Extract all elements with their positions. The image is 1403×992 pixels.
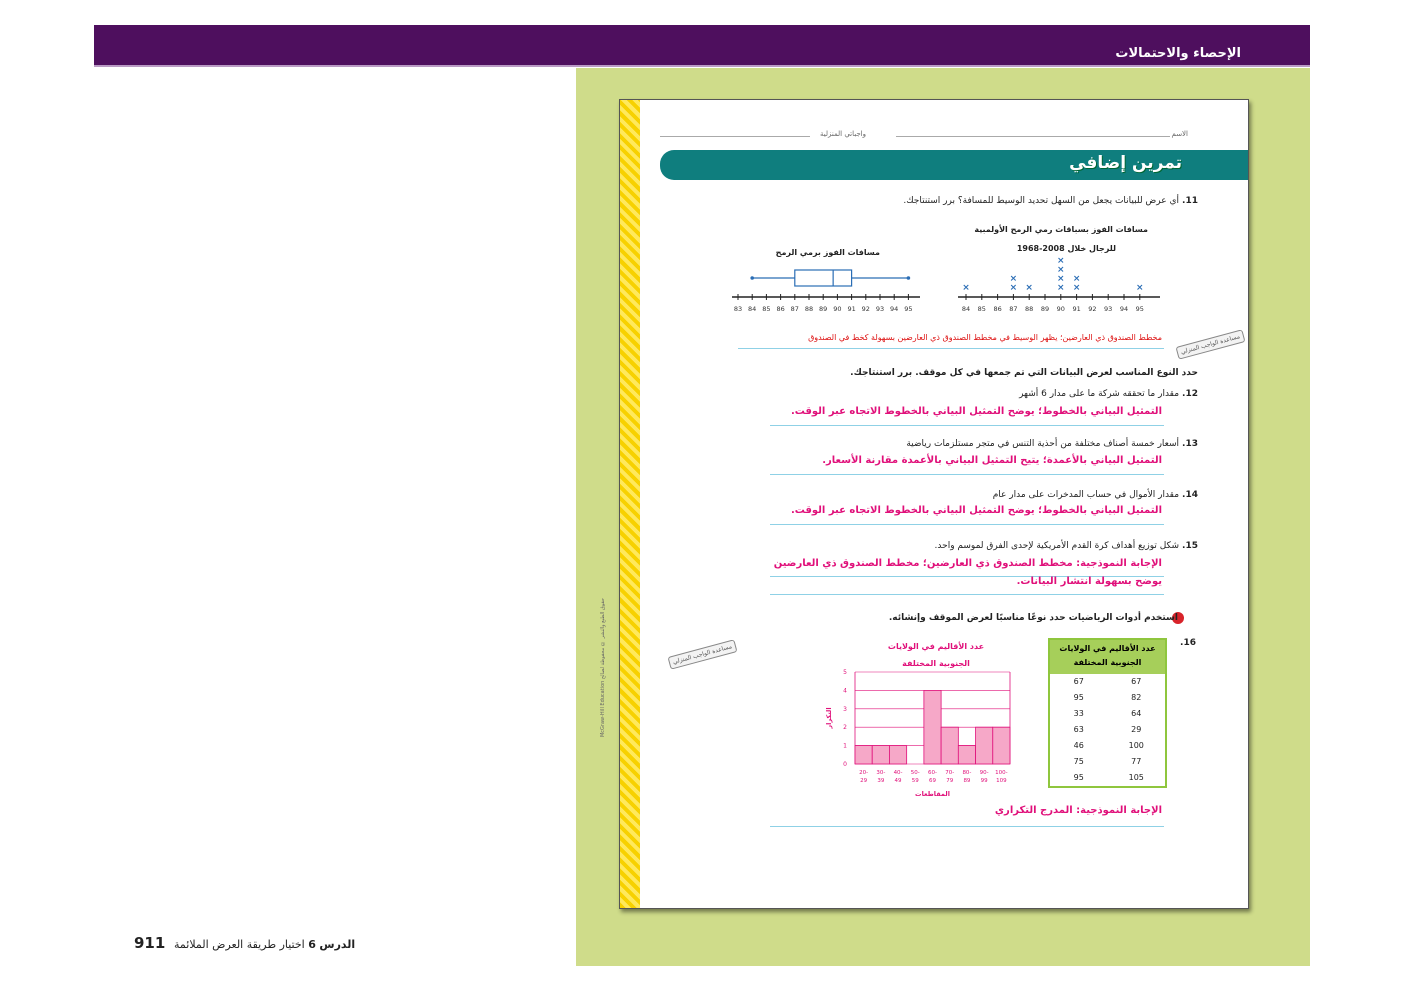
lineplot-x-mark: × bbox=[1057, 283, 1065, 293]
boxplot-box bbox=[795, 270, 852, 286]
lineplot-subtitle: للرجال خلال 2008-1968 bbox=[1016, 244, 1116, 253]
lineplot-x-mark: × bbox=[962, 283, 970, 293]
lineplot-x-mark: × bbox=[1057, 274, 1065, 284]
histogram-x-tick-bottom: 99 bbox=[980, 778, 988, 784]
histogram-bar bbox=[855, 746, 872, 764]
lineplot-x-mark: × bbox=[1136, 283, 1144, 293]
lineplot-tick-label: 89 bbox=[1040, 305, 1050, 313]
lineplot-x-mark: × bbox=[1072, 283, 1081, 293]
table-cell: 105 bbox=[1128, 773, 1144, 782]
boxplot-min bbox=[750, 276, 754, 280]
table-cell: 67 bbox=[1073, 677, 1084, 686]
page-number: 911 bbox=[134, 934, 166, 952]
copyright-credit: McGraw-Hill Education حقوق الطبع والنشر © محفوظة لصالح bbox=[600, 598, 606, 738]
histogram-x-tick-bottom: 69 bbox=[929, 778, 936, 784]
homework-help-icon-2[interactable]: مساعدة الواجب المنزلي bbox=[667, 639, 737, 669]
lineplot-title: مسافات الفوز بسباقات رمي الرمح الأولمبية bbox=[974, 225, 1148, 234]
histogram-x-tick-bottom: 39 bbox=[877, 778, 885, 784]
table-cell: 95 bbox=[1073, 693, 1084, 702]
histogram-x-tick-bottom: 59 bbox=[911, 778, 919, 784]
lineplot-x-mark: × bbox=[1025, 283, 1033, 293]
histogram-x-tick-bottom: 49 bbox=[894, 778, 902, 784]
lineplot-x-mark: × bbox=[1009, 283, 1018, 293]
worksheet bbox=[619, 99, 1249, 909]
histogram-x-tick-top: 100- bbox=[995, 770, 1008, 776]
chapter-title: الإحصاء والاحتمالات bbox=[1115, 46, 1241, 61]
boxplot-tick-label: 93 bbox=[875, 305, 885, 313]
table-row bbox=[1050, 690, 1165, 706]
answer-rule bbox=[770, 425, 1164, 426]
histogram-x-tick-bottom: 109 bbox=[996, 778, 1007, 784]
table-row bbox=[1050, 722, 1165, 738]
table-cell: 64 bbox=[1131, 709, 1142, 718]
counties-table bbox=[1048, 638, 1167, 788]
q13-answer: التمثيل البياني بالأعمدة؛ يتيح التمثيل البياني بالأعمدة مقارنة الأسعار. bbox=[822, 455, 1162, 466]
boxplot bbox=[732, 270, 920, 313]
histogram-bar bbox=[924, 690, 941, 764]
histogram-y-tick: 5 bbox=[843, 669, 847, 676]
question-12: 12.مقدار ما تحققه شركة ما على مدار 6 أشهر bbox=[1019, 389, 1198, 399]
boxplot-max bbox=[907, 276, 911, 280]
histogram-y-tick: 2 bbox=[843, 724, 847, 732]
boxplot-title: مسافات الفوز برمي الرمح bbox=[775, 248, 880, 257]
answer-rule bbox=[738, 348, 1164, 349]
boxplot-tick-label: 83 bbox=[733, 305, 743, 313]
table-cell: 63 bbox=[1073, 725, 1084, 734]
histogram-x-tick-top: 40- bbox=[893, 770, 903, 776]
histogram-x-tick-top: 20- bbox=[859, 770, 869, 776]
boxplot-tick-label: 94 bbox=[890, 305, 899, 313]
lesson-footer: الدرس 6 اختيار طريقة العرض الملائمة bbox=[174, 938, 356, 951]
q11-plots bbox=[730, 250, 1170, 320]
boxplot-tick-label: 88 bbox=[804, 305, 814, 313]
histogram-title: عدد الأقاليم في الولايات الجنوبية المختلفة bbox=[887, 642, 985, 668]
histogram-y-tick: 1 bbox=[843, 742, 847, 750]
lineplot-tick-label: 93 bbox=[1104, 305, 1113, 313]
boxplot-tick-label: 89 bbox=[819, 305, 828, 313]
question-14: 14.مقدار الأموال في حساب المدخرات على مدار عام bbox=[992, 490, 1198, 500]
histogram-x-tick-bottom: 79 bbox=[946, 778, 954, 784]
table-cell: 33 bbox=[1073, 709, 1084, 718]
table-row bbox=[1050, 754, 1165, 770]
instruction: حدد النوع المناسب لعرض البيانات التي تم جمعها في كل موقف. برر استنتاجك. bbox=[850, 368, 1198, 378]
boxplot-tick-label: 91 bbox=[847, 305, 856, 313]
q14-answer: التمثيل البياني بالخطوط؛ يوضح التمثيل البياني بالخطوط الاتجاه عبر الوقت. bbox=[790, 505, 1162, 516]
histogram-x-label: المقاطعات bbox=[915, 790, 950, 798]
boxplot-tick-label: 87 bbox=[790, 305, 799, 313]
boxplot-tick-label: 90 bbox=[833, 305, 842, 313]
name-line bbox=[896, 136, 1170, 137]
histogram-x-tick-top: 70- bbox=[945, 770, 955, 776]
table-row bbox=[1050, 674, 1165, 690]
histogram-y-label: التكرار bbox=[825, 707, 833, 729]
histogram-bar bbox=[941, 727, 958, 764]
table-cell: 100 bbox=[1128, 741, 1144, 750]
lineplot-x-mark: × bbox=[1009, 274, 1018, 284]
table-cell: 82 bbox=[1131, 693, 1142, 702]
homework-help-icon[interactable]: مساعدة الواجب المنزلي bbox=[1175, 329, 1245, 359]
answer-rule bbox=[770, 524, 1164, 525]
table-cell: 67 bbox=[1131, 677, 1142, 686]
table-row bbox=[1050, 770, 1165, 786]
lineplot-x-mark: × bbox=[1057, 256, 1065, 266]
histogram-plot bbox=[825, 669, 1010, 798]
name-label: الاسم bbox=[1171, 130, 1188, 138]
table-cell: 29 bbox=[1131, 725, 1142, 734]
lineplot-tick-label: 90 bbox=[1056, 305, 1065, 313]
table-row bbox=[1050, 706, 1165, 722]
question-15: 15.شكل توزيع أهداف كرة القدم الأمريكية لإحدى الفرق لموسم واحد. bbox=[934, 541, 1198, 551]
histogram-x-tick-bottom: 29 bbox=[860, 778, 868, 784]
homework-label: واجباتي المنزلية bbox=[820, 130, 867, 138]
table-body bbox=[1050, 674, 1165, 786]
lineplot-tick-label: 94 bbox=[1119, 305, 1129, 313]
histogram bbox=[825, 666, 1025, 806]
histogram-bar bbox=[976, 727, 993, 764]
q12-answer: التمثيل البياني بالخطوط؛ يوضح التمثيل البياني بالخطوط الاتجاه عبر الوقت. bbox=[790, 406, 1162, 417]
lineplot-tick-label: 87 bbox=[1009, 305, 1018, 313]
answer-rule bbox=[770, 826, 1164, 827]
homework-line bbox=[660, 136, 810, 137]
histogram-bar bbox=[958, 746, 975, 764]
table-cell: 77 bbox=[1131, 757, 1142, 766]
boxplot-tick-label: 85 bbox=[762, 305, 771, 313]
lineplot-tick-label: 84 bbox=[961, 305, 971, 313]
banner-title: تمرين إضافي bbox=[1069, 153, 1182, 173]
question-11: 11.أي عرض للبيانات يجعل من السهل تحديد الوسيط للمسافة؟ برر استنتاجك. bbox=[903, 196, 1198, 206]
table-cell: 46 bbox=[1073, 741, 1084, 750]
lineplot-tick-label: 85 bbox=[977, 305, 986, 313]
q11-answer: مخطط الصندوق ذي العارضين؛ يظهر الوسيط في مخطط الصندوق ذي العارضين بسهولة كخط في الصندوق bbox=[808, 333, 1162, 342]
histogram-bar bbox=[872, 746, 889, 764]
table-row bbox=[1050, 738, 1165, 754]
table-title: عدد الأقاليم في الولايات الجنوبية المختلفة bbox=[1050, 640, 1165, 674]
tools-instruction: استخدم أدوات الرياضيات حدد نوعًا مناسبًا لعرض الموقف وإنشائه. bbox=[888, 613, 1178, 623]
answer-rule bbox=[770, 594, 1164, 595]
yellow-stripe bbox=[620, 100, 640, 908]
lineplot-tick-label: 95 bbox=[1135, 305, 1144, 313]
histogram-x-tick-top: 80- bbox=[962, 770, 972, 776]
histogram-x-tick-bottom: 89 bbox=[963, 778, 971, 784]
question-16-number: 16. bbox=[1180, 638, 1196, 648]
histogram-x-tick-top: 90- bbox=[979, 770, 989, 776]
question-13: 13.أسعار خمسة أصناف مختلفة من أحذية التنس في متجر مستلزمات رياضية bbox=[906, 439, 1198, 449]
boxplot-tick-label: 92 bbox=[861, 305, 870, 313]
q15-answer-line2: يوضح بسهولة انتشار البيانات. bbox=[1016, 576, 1162, 587]
histogram-y-tick: 3 bbox=[843, 705, 847, 713]
header-divider bbox=[94, 65, 1310, 67]
histogram-y-tick: 4 bbox=[843, 687, 847, 695]
histogram-y-tick: 0 bbox=[843, 761, 847, 768]
boxplot-tick-label: 95 bbox=[904, 305, 913, 313]
lineplot bbox=[958, 256, 1160, 313]
table-cell: 75 bbox=[1073, 757, 1084, 766]
lineplot-tick-label: 91 bbox=[1072, 305, 1081, 313]
lineplot-x-mark: × bbox=[1057, 265, 1065, 275]
histogram-bar bbox=[993, 727, 1010, 764]
histogram-bar bbox=[889, 746, 906, 764]
histogram-x-tick-top: 60- bbox=[928, 770, 937, 776]
boxplot-tick-label: 84 bbox=[748, 305, 757, 313]
boxplot-tick-label: 86 bbox=[776, 305, 785, 313]
extra-practice-banner bbox=[660, 150, 1248, 180]
lineplot-tick-label: 92 bbox=[1088, 305, 1097, 313]
lineplot-tick-label: 88 bbox=[1025, 305, 1034, 313]
histogram-x-tick-top: 50- bbox=[910, 770, 920, 776]
histogram-x-tick-top: 30- bbox=[876, 770, 886, 776]
lineplot-tick-label: 86 bbox=[993, 305, 1002, 313]
q16-answer: الإجابة النموذجية: المدرج التكراري bbox=[994, 805, 1162, 816]
table-cell: 95 bbox=[1073, 773, 1084, 782]
answer-rule bbox=[770, 474, 1164, 475]
q15-answer-line1: الإجابة النموذجية: مخطط الصندوق ذي العارضين؛ مخطط الصندوق ذي العارضين bbox=[773, 558, 1162, 569]
lineplot-x-mark: × bbox=[1072, 274, 1081, 284]
